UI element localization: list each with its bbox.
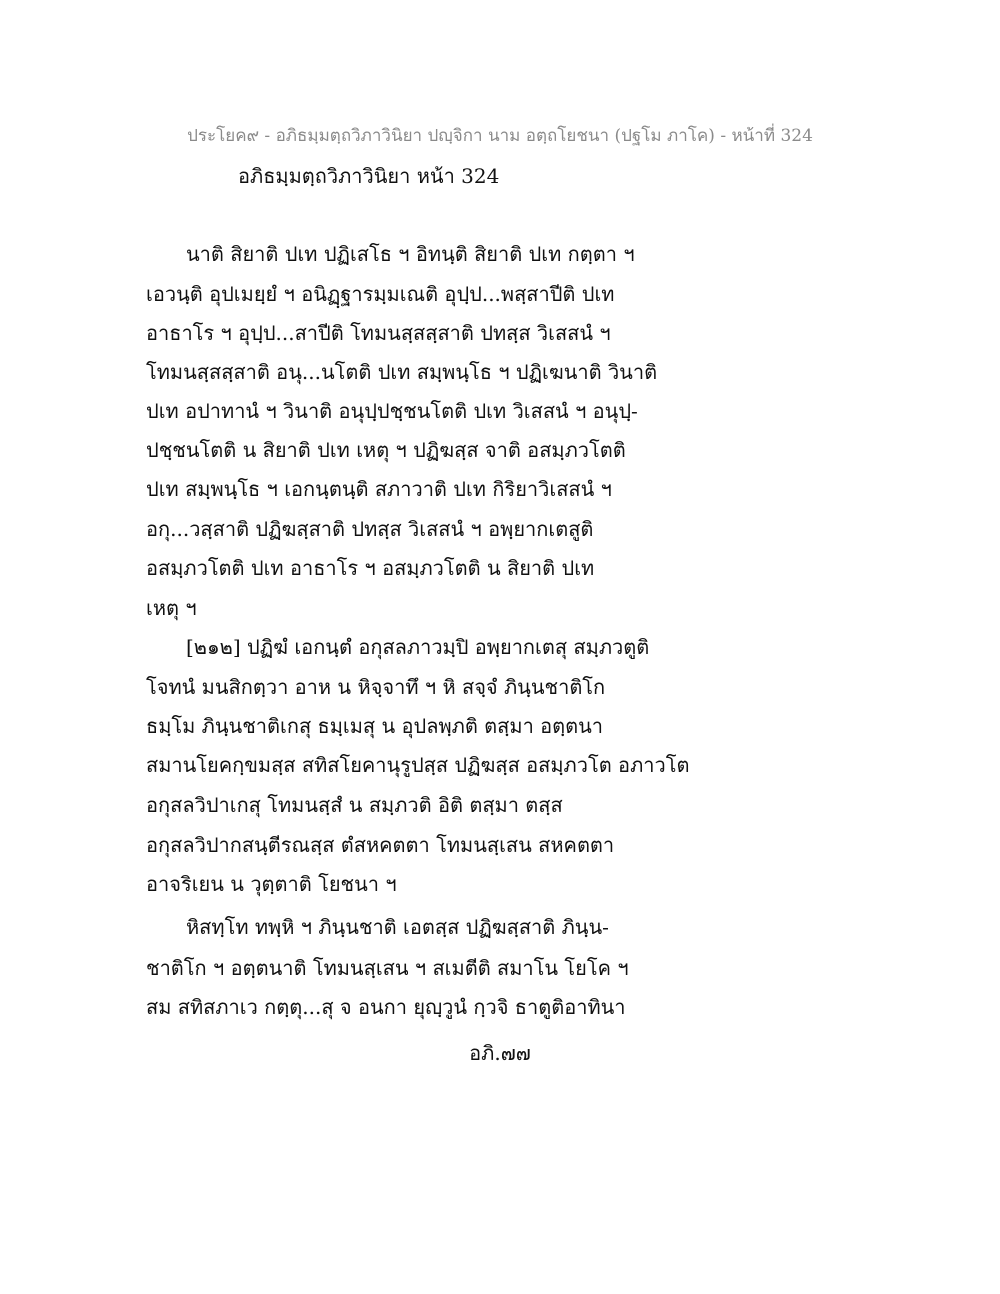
text-line: ชาติโก ฯ อตฺตนาติ โทมนสฺเสน ฯ สเมตีติ สมาโน โยโค ฯ bbox=[146, 956, 629, 980]
text-line: อาธาโร ฯ อุปฺป...สาปีติ โทมนสฺสสฺสาติ ปทสฺส วิเสสนํ ฯ bbox=[146, 321, 611, 345]
text-line: อกุสลวิปากสนฺตีรณสฺส ตํสหคตตา โทมนสฺเสน สหคตตา bbox=[146, 833, 615, 857]
text-line: เอวนฺติ อุปเมยฺยํ ฯ อนิฏฺฐารมฺมเณติ อุปฺป...พสฺสาปีติ ปเท bbox=[146, 282, 615, 306]
text-line: อกุสลวิปาเกสุ โทมนสฺสํ น สมฺภวติ อิติ ตสฺมา ตสฺส bbox=[146, 793, 563, 817]
text-line: โจทนํ มนสิกตฺวา อาห น หิจฺจาทึ ฯ หิ สจฺจํ ภินฺนชาติโก bbox=[146, 675, 606, 699]
text-line: ปชฺชนโตติ น สิยาติ ปเท เหตุ ฯ ปฏิฆสฺส จาติ อสมฺภวโตติ bbox=[146, 438, 626, 462]
text-line: ปเท สมฺพนฺโธ ฯ เอกนฺตนฺติ สภาวาติ ปเท กิริยาวิเสสนํ ฯ bbox=[146, 477, 612, 501]
page-heading: อภิธมฺมตฺถวิภาวินิยา หน้า 324 bbox=[238, 164, 500, 188]
text-line: ปเท อปาทานํ ฯ วินาติ อนุปฺปชฺชนโตติ ปเท วิเสสนํ ฯ อนุปฺ- bbox=[146, 399, 638, 423]
text-line: อสมฺภวโตติ ปเท อาธาโร ฯ อสมฺภวโตติ น สิยาติ ปเท bbox=[146, 556, 595, 580]
text-line: อกุ...วสฺสาติ ปฏิฆสฺสาติ ปทสฺส วิเสสนํ ฯ อพฺยากเตสูติ bbox=[146, 517, 594, 541]
text-line: ธมฺโม ภินฺนชาติเกสุ ธมฺเมสุ น อุปลพฺภติ ตสฺมา อตฺตนา bbox=[146, 714, 604, 738]
text-line: นาติ สิยาติ ปเท ปฏิเสโธ ฯ อิทนฺติ สิยาติ ปเท กตฺตา ฯ bbox=[186, 242, 635, 266]
page-marker: อภิ.๗๗ bbox=[469, 1041, 531, 1065]
text-line: หิสทฺโท ทพฺหิ ฯ ภินฺนชาติ เอตสฺส ปฏิฆสฺสาติ ภินฺน- bbox=[186, 915, 609, 939]
text-line: เหตุ ฯ bbox=[146, 596, 197, 620]
text-line: สม สทิสภาเว กตฺตุ...สุ จ อนกา ยุญฺวูนํ กฺวจิ ธาตูติอาทินา bbox=[146, 995, 626, 1019]
text-line: [๒๑๒] ปฏิฆํ เอกนฺตํ อกุสลภาวมฺปิ อพฺยากเตสุ สมฺภวตูติ bbox=[186, 635, 650, 659]
text-line: โทมนสฺสสฺสาติ อนุ...นโตติ ปเท สมฺพนฺโธ ฯ ปฏิเฆนาติ วินาติ bbox=[146, 360, 658, 384]
text-line: อาจริเยน น วุตฺตาติ โยชนา ฯ bbox=[146, 872, 397, 896]
text-line: สมานโยคกฺขมสฺส สทิสโยคานุรูปสฺส ปฏิฆสฺส อสมฺภวโต อภาวโต bbox=[146, 753, 690, 777]
running-header: ประโยค๙ - อภิธมฺมตฺถวิภาวินิยา ปญฺจิกา นาม อตฺถโยชนา (ปฐโม ภาโค) - หน้าที่ 324 bbox=[187, 126, 813, 146]
